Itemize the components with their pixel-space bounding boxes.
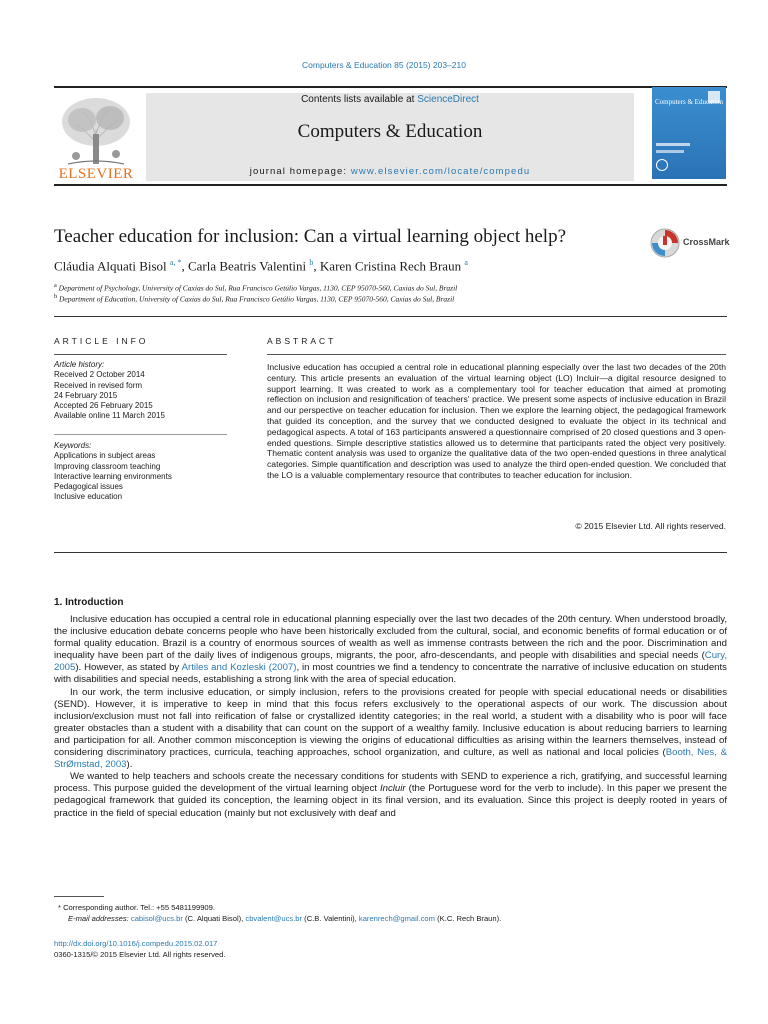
paragraph-text: (the Portuguese word for the verb to include). In this paper we present the pedagogical framework that guided its conception, the learning object in its final version, and its evaluation. Since this project is deeply rooted in years of practice in the field of special education (mainly but not exclusively with deaf and xyxy=(54,783,727,819)
author-name: Cláudia Alquati Bisol xyxy=(54,258,167,274)
paragraph xyxy=(54,614,727,687)
cover-stripe xyxy=(656,143,690,146)
journal-homepage-line xyxy=(146,166,634,177)
paragraph-text: In our work, the term inclusive education, or simply inclusion, refers to the provisions created for people with special educational needs or disabilities (SEND). However, it is imperative to keep in mind that this focus refers exclusively to the operational aspects of our work. The discussion about inclusion/exclusion must not fall into reification of false or crystallized identity categories; in the real world, a student with a disability who is poor will face greater obstacles than a student with a disability that can count on the support of a wealthy family. Inclusive education is about reducing barriers to learning and participation for all. Another common misconception is viewing the origins of educational difficulties as arising within the learners themselves, instead of considering discriminatory practices, curricula, teaching approaches, school organization, and culture, as well as national and local policies ( xyxy=(54,686,727,759)
email-owner: (C. Alquati Bisol), xyxy=(182,913,246,923)
keyword: Pedagogical issues xyxy=(54,482,123,492)
divider xyxy=(54,434,227,435)
author-affiliation-marker[interactable]: a xyxy=(464,258,468,267)
history-entry: Received in revised form xyxy=(54,380,143,390)
email-label: E-mail addresses: xyxy=(68,913,131,923)
corresponding-author-note: * Corresponding author. Tel.: +55 5481199909. xyxy=(58,903,215,912)
affiliation-marker: b xyxy=(54,293,58,300)
footnote-divider xyxy=(54,896,104,897)
abstract-heading: ABSTRACT xyxy=(267,336,337,346)
homepage-prefix: journal homepage: xyxy=(249,166,351,177)
journal-name: Computers & Education xyxy=(297,121,483,142)
footnote xyxy=(54,903,727,924)
history-label: Article history: xyxy=(54,360,105,369)
paragraph-text: ). xyxy=(126,759,133,771)
keyword: Applications in subject areas xyxy=(54,451,156,461)
history-entry: Received 2 October 2014 xyxy=(54,370,145,380)
keywords-label: Keywords: xyxy=(54,441,92,450)
paragraph xyxy=(54,687,727,772)
author-name: Karen Cristina Rech Braun xyxy=(319,258,462,274)
citation-link[interactable]: Booth, Nes, & StrØmstad, 2003 xyxy=(54,747,727,771)
keywords xyxy=(54,441,234,503)
doi-block xyxy=(54,939,454,960)
paragraph xyxy=(54,771,727,819)
author-separator: , xyxy=(313,258,320,274)
crossmark-label: CrossMark xyxy=(683,237,730,247)
divider xyxy=(54,316,727,317)
cover-badge xyxy=(656,159,668,171)
email-link[interactable]: cabisol@ucs.br xyxy=(130,913,183,923)
cover-title: Computers & Education xyxy=(655,98,724,106)
citation-link[interactable]: Cury, 2005 xyxy=(54,650,727,674)
article-history xyxy=(54,360,234,422)
author-separator: , xyxy=(181,258,188,274)
email-owner: (K.C. Rech Braun). xyxy=(435,913,502,923)
publisher-wordmark: ELSEVIER xyxy=(58,166,134,182)
email-link[interactable]: karenrech@gmail.com xyxy=(358,913,435,923)
paragraph-text: Inclusive education has occupied a central role in educational planning especially over the last two decades of the 20th century. When understood broadly, the inclusive education debate concerns people who have been historically excluded from the cultural, social, and economic benefits of formal education or of formal quality education. Brazil is a country of enormous sources of wealth as well as immense contrasts between the rich and the poor. Discrimination and inequality have been part of the daily lives of indigenous groups, migrants, the poor, afro-descendants, and people with disabilities and special needs ( xyxy=(54,614,727,662)
abstract-copyright: © 2015 Elsevier Ltd. All rights reserved. xyxy=(575,521,726,531)
affiliation xyxy=(54,282,694,293)
sciencedirect-link[interactable]: ScienceDirect xyxy=(417,94,479,105)
history-entry: Available online 11 March 2015 xyxy=(54,411,165,421)
citation-link[interactable]: Artiles and Kozleski (2007) xyxy=(181,662,297,674)
issn-line: 0360-1315/© 2015 Elsevier Ltd. All rights reserved. xyxy=(54,949,226,959)
introduction-body xyxy=(54,614,727,820)
crossmark-badge[interactable] xyxy=(650,228,740,260)
author-list xyxy=(54,258,694,274)
paragraph-text: ). However, as stated by xyxy=(75,662,182,674)
doi-link[interactable]: http://dx.doi.org/10.1016/j.compedu.2015.02.017 xyxy=(54,939,218,948)
journal-homepage-link[interactable]: www.elsevier.com/locate/compedu xyxy=(350,166,531,177)
contents-prefix: Contents lists available at xyxy=(301,94,418,105)
affiliation-text: Department of Education, University of Caxias do Sul, Rua Francisco Getúlio Vargas, 1130, CEP 95070-560, Caxias do Sul, Brazil xyxy=(57,294,455,304)
section-heading-introduction: 1. Introduction xyxy=(54,597,124,608)
divider xyxy=(54,552,727,553)
divider xyxy=(54,354,227,355)
italic-term: Incluir xyxy=(380,783,406,795)
abstract-text: Inclusive education has occupied a central role in educational planning especially over the last two decades of the 20th century. This article presents an evaluation of the virtual learning object (LO) Incluir—a digital resource designed to support learning. It was created to work as a complementary tool for teacher education that aimed at promoting reflection on inclusion and resignification of teachers' practice. We present some aspects of inclusive education in Brazil and our perspective on teacher education for inclusion. Then we explore the learning object, the pedagogical framework that guided its conception, and the survey that we conducted designed to evaluate the object in its technical and pedagogical aspects. A total of 163 participants answered a questionnaire comprised of 20 closed questions and 3 open-ended questions. Simple descriptive statistics allowed us to determine that participants rated the object very positively. Thematic content analysis was used to organize the qualitative data of the two open-ended questions in three analytical categories. Simple quantification and description was used to analyze the third open-ended question. We concluded that the LO is a valuable complementary resource that contributes to teacher education for inclusion. xyxy=(267,362,726,480)
paragraph-text: , in most countries we find a tendency to concentrate the narrative of inclusive education on students with disabilities and special needs, establishing a strong link with the area of special education. xyxy=(54,662,727,686)
author-affiliation-marker[interactable]: a, * xyxy=(169,258,182,267)
email-addresses xyxy=(54,914,727,925)
affiliation-marker: a xyxy=(54,282,57,289)
affiliation-text: Department of Psychology, University of Caxias do Sul, Rua Francisco Getúlio Vargas, 1130, CEP 95070-560, Caxias do Sul, Brazil xyxy=(56,283,458,293)
history-entry: 24 February 2015 xyxy=(54,390,118,400)
history-entry: Accepted 26 February 2015 xyxy=(54,401,153,411)
affiliation xyxy=(54,293,694,304)
journal-reference[interactable]: Computers & Education 85 (2015) 203–210 xyxy=(302,60,466,70)
contents-availability-line xyxy=(146,94,634,105)
keyword: Improving classroom teaching xyxy=(54,461,161,471)
email-link[interactable]: cbvalent@ucs.br xyxy=(245,913,303,923)
email-owner: (C.B. Valentini), xyxy=(302,913,359,923)
author-affiliation-marker[interactable]: b xyxy=(309,258,314,267)
paragraph-text: We wanted to help teachers and schools create the necessary conditions for students with SEND to experience a rich, gratifying, and successful learning process. This purpose guided the development of the virtual learning object xyxy=(54,771,727,795)
paper-title: Teacher education for inclusion: Can a virtual learning object help? xyxy=(54,226,566,247)
keyword: Inclusive education xyxy=(54,492,123,502)
article-info-heading: ARTICLE INFO xyxy=(54,336,149,346)
author-name: Carla Beatris Valentini xyxy=(187,258,307,274)
crossmark-icon xyxy=(650,228,680,258)
divider xyxy=(267,354,726,355)
cover-stripe xyxy=(656,150,684,153)
keyword: Interactive learning environments xyxy=(54,471,172,481)
